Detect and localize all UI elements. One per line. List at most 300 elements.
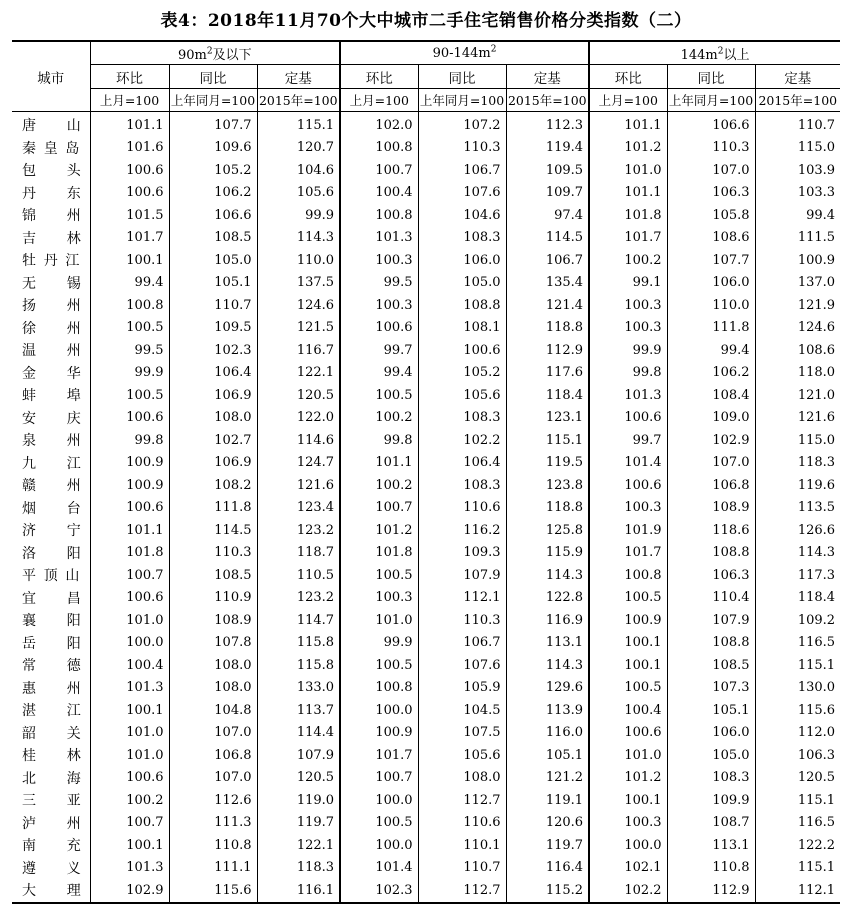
subheader-mom: 环比 <box>589 65 667 89</box>
index-value-cell: 115.8 <box>257 654 340 677</box>
table-row <box>12 857 840 880</box>
index-value-cell: 114.5 <box>506 227 589 250</box>
index-value-cell: 102.9 <box>90 879 169 903</box>
index-value-cell: 106.4 <box>169 362 257 385</box>
table-row <box>12 722 840 745</box>
index-value-cell: 107.9 <box>418 564 506 587</box>
city-name-cell <box>12 497 112 520</box>
index-value-cell: 100.6 <box>90 159 169 182</box>
index-value-cell: 110.1 <box>418 834 506 857</box>
index-value-cell: 119.5 <box>506 452 589 475</box>
index-value-cell: 105.1 <box>667 699 755 722</box>
index-value-cell: 106.2 <box>169 182 257 205</box>
index-value-cell: 110.4 <box>667 587 755 610</box>
city-name-cell <box>12 632 112 655</box>
index-value-cell: 115.0 <box>797 432 836 448</box>
index-value-cell: 106.3 <box>667 564 755 587</box>
index-value-cell: 101.1 <box>589 182 667 205</box>
table-row <box>12 744 840 767</box>
index-value-cell: 110.7 <box>418 857 506 880</box>
index-value-cell: 107.9 <box>257 744 340 767</box>
index-value-cell: 112.7 <box>418 879 506 903</box>
group-header-small: $90m^2$及以下 <box>90 41 340 65</box>
index-value-cell: 100.3 <box>589 497 667 520</box>
city-name: 九江 <box>22 455 112 472</box>
base-label-yoy: 上年同月=100 <box>667 89 755 112</box>
index-value-cell: 100.9 <box>589 609 667 632</box>
index-value-cell: 113.9 <box>506 699 589 722</box>
index-value-cell: 111.8 <box>667 317 755 340</box>
index-value-cell: 115.0 <box>797 140 836 156</box>
city-name-cell <box>12 834 112 857</box>
subheader-mom: 环比 <box>90 65 169 89</box>
subheader-base: 定基 <box>506 65 589 89</box>
subheader-mom: 环比 <box>340 65 418 89</box>
index-value-cell: 118.7 <box>257 542 340 565</box>
index-value-cell: 100.6 <box>90 497 169 520</box>
index-value-cell: 108.9 <box>169 609 257 632</box>
index-value-cell: 111.8 <box>169 497 257 520</box>
index-value-cell: 104.6 <box>257 159 340 182</box>
city-name-cell <box>12 112 112 137</box>
index-value-cell: 108.8 <box>667 542 755 565</box>
index-value-cell: 100.5 <box>90 384 169 407</box>
index-value-cell: 117.3 <box>797 567 836 583</box>
index-value-cell: 109.5 <box>506 159 589 182</box>
index-value-cell: 118.8 <box>506 317 589 340</box>
index-value-cell: 109.5 <box>169 317 257 340</box>
index-value-cell: 105.6 <box>418 744 506 767</box>
index-value-cell: 106.3 <box>667 182 755 205</box>
city-name: 大理 <box>22 883 112 900</box>
table-row <box>12 407 840 430</box>
city-name: 宜昌 <box>22 590 112 607</box>
index-value-cell: 123.8 <box>506 474 589 497</box>
table-row <box>12 812 840 835</box>
index-value-cell: 114.3 <box>797 545 836 561</box>
city-name-cell <box>12 249 90 272</box>
index-value-cell: 115.1 <box>797 657 836 673</box>
city-name: 扬州 <box>22 298 112 315</box>
index-value-cell: 101.0 <box>90 722 169 745</box>
index-value-cell: 114.6 <box>257 429 340 452</box>
index-value-cell: 121.4 <box>506 294 589 317</box>
city-name: 蚌埠 <box>22 388 112 405</box>
index-value-cell: 124.6 <box>797 320 836 336</box>
city-name: 唐山 <box>22 118 112 135</box>
index-value-cell: 100.7 <box>90 564 169 587</box>
index-value-cell: 121.5 <box>257 317 340 340</box>
index-value-cell: 108.9 <box>667 497 755 520</box>
index-value-cell: 119.4 <box>506 137 589 160</box>
index-value-cell: 100.9 <box>90 474 169 497</box>
table-row <box>12 204 840 227</box>
index-value-cell: 100.1 <box>589 789 667 812</box>
base-label-fixed: 2015年=100 <box>755 89 840 112</box>
index-value-cell: 108.0 <box>418 767 506 790</box>
index-value-cell: 101.8 <box>90 542 169 565</box>
index-value-cell: 121.2 <box>506 767 589 790</box>
index-value-cell: 108.7 <box>667 812 755 835</box>
index-value-cell: 104.8 <box>169 699 257 722</box>
index-value-cell: 101.7 <box>589 227 667 250</box>
table-row <box>12 497 840 520</box>
table-row <box>12 384 840 407</box>
index-value-cell: 104.6 <box>418 204 506 227</box>
city-name-cell <box>12 159 112 182</box>
index-value-cell: 108.8 <box>418 294 506 317</box>
index-value-cell: 99.9 <box>257 204 340 227</box>
index-value-cell: 100.1 <box>90 249 169 272</box>
index-value-cell: 120.5 <box>257 384 340 407</box>
subheader-yoy: 同比 <box>667 65 755 89</box>
index-value-cell: 110.0 <box>667 294 755 317</box>
index-value-cell: 108.1 <box>418 317 506 340</box>
index-value-cell: 99.9 <box>90 362 169 385</box>
index-value-cell: 101.3 <box>589 384 667 407</box>
city-name: 惠州 <box>22 680 112 697</box>
index-value-cell: 115.1 <box>797 860 836 876</box>
city-name-cell <box>12 362 112 385</box>
index-value-cell: 106.0 <box>667 272 755 295</box>
index-value-cell: 99.4 <box>667 339 755 362</box>
index-value-cell: 102.0 <box>340 112 418 137</box>
index-value-cell: 111.1 <box>169 857 257 880</box>
index-value-cell: 101.9 <box>589 519 667 542</box>
index-value-cell: 100.8 <box>90 294 169 317</box>
index-value-cell: 114.7 <box>257 609 340 632</box>
table-row <box>12 112 840 137</box>
index-value-cell: 120.5 <box>797 770 836 786</box>
subheader-base: 定基 <box>755 65 840 89</box>
city-name-cell <box>12 654 112 677</box>
header-row-types <box>12 65 840 89</box>
city-name: 北海 <box>22 770 112 787</box>
index-value-cell: 118.4 <box>506 384 589 407</box>
index-value-cell: 108.5 <box>169 227 257 250</box>
index-value-cell: 118.4 <box>797 590 836 606</box>
city-name: 吉林 <box>22 230 112 247</box>
index-value-cell: 112.9 <box>667 879 755 903</box>
index-value-cell: 123.4 <box>257 497 340 520</box>
index-value-cell: 99.8 <box>340 429 418 452</box>
index-value-cell: 114.3 <box>257 227 340 250</box>
base-label-yoy: 上年同月=100 <box>169 89 257 112</box>
index-value-cell: 108.3 <box>667 767 755 790</box>
index-value-cell: 112.7 <box>418 789 506 812</box>
city-name-cell <box>12 339 112 362</box>
index-value-cell: 110.0 <box>257 249 340 272</box>
index-value-cell: 106.0 <box>418 249 506 272</box>
index-value-cell: 107.3 <box>667 677 755 700</box>
table-row <box>12 272 840 295</box>
index-value-cell: 99.7 <box>589 429 667 452</box>
index-value-cell: 122.2 <box>797 837 836 853</box>
city-name-cell <box>12 429 112 452</box>
index-value-cell: 100.5 <box>340 812 418 835</box>
index-value-cell: 106.7 <box>418 159 506 182</box>
index-value-cell: 101.7 <box>340 744 418 767</box>
city-name-cell <box>12 789 112 812</box>
index-value-cell: 110.8 <box>169 834 257 857</box>
index-value-cell: 112.0 <box>797 725 836 741</box>
index-value-cell: 101.2 <box>589 767 667 790</box>
index-value-cell: 116.5 <box>797 635 836 651</box>
index-value-cell: 118.8 <box>506 497 589 520</box>
index-value-cell: 101.2 <box>340 519 418 542</box>
index-value-cell: 100.7 <box>90 812 169 835</box>
index-value-cell: 101.6 <box>90 137 169 160</box>
index-value-cell: 100.0 <box>340 699 418 722</box>
index-value-cell: 116.0 <box>506 722 589 745</box>
index-value-cell: 119.1 <box>506 789 589 812</box>
table-row <box>12 834 840 857</box>
city-name: 洛阳 <box>22 545 112 562</box>
city-name-cell <box>12 609 112 632</box>
index-value-cell: 100.6 <box>90 182 169 205</box>
index-value-cell: 120.7 <box>257 137 340 160</box>
city-name-cell <box>12 452 112 475</box>
city-name-cell <box>12 474 112 497</box>
index-value-cell: 106.6 <box>667 112 755 137</box>
index-value-cell: 135.4 <box>506 272 589 295</box>
index-value-cell: 108.5 <box>169 564 257 587</box>
index-value-cell: 122.0 <box>257 407 340 430</box>
index-value-cell: 113.7 <box>257 699 340 722</box>
index-value-cell: 108.2 <box>169 474 257 497</box>
index-value-cell: 100.9 <box>90 452 169 475</box>
index-value-cell: 109.7 <box>506 182 589 205</box>
index-value-cell: 101.3 <box>90 857 169 880</box>
index-value-cell: 105.0 <box>667 744 755 767</box>
index-value-cell: 100.2 <box>90 789 169 812</box>
index-value-cell: 107.2 <box>418 112 506 137</box>
index-value-cell: 137.0 <box>797 275 836 291</box>
index-value-cell: 118.3 <box>797 455 836 471</box>
index-value-cell: 109.9 <box>667 789 755 812</box>
table-row <box>12 452 840 475</box>
index-value-cell: 106.0 <box>667 722 755 745</box>
index-value-cell: 100.1 <box>90 834 169 857</box>
index-value-cell: 119.6 <box>797 477 836 493</box>
city-name-cell <box>12 519 112 542</box>
index-value-cell: 101.0 <box>589 159 667 182</box>
city-name-cell <box>12 699 112 722</box>
index-value-cell: 100.5 <box>90 317 169 340</box>
index-value-cell: 110.6 <box>418 812 506 835</box>
index-value-cell: 101.7 <box>90 227 169 250</box>
table-row <box>12 677 840 700</box>
index-value-cell: 103.3 <box>797 185 836 201</box>
index-value-cell: 99.4 <box>340 362 418 385</box>
index-value-cell: 117.6 <box>506 362 589 385</box>
index-value-cell: 121.9 <box>797 297 836 313</box>
index-value-cell: 107.0 <box>169 722 257 745</box>
table-row <box>12 609 840 632</box>
header-row-bases <box>12 89 840 112</box>
index-value-cell: 99.8 <box>589 362 667 385</box>
city-name: 牡丹江 <box>22 253 88 270</box>
table-row <box>12 767 840 790</box>
index-value-cell: 105.6 <box>257 182 340 205</box>
table-row <box>12 429 840 452</box>
index-value-cell: 108.6 <box>667 227 755 250</box>
index-value-cell: 108.0 <box>169 654 257 677</box>
city-name: 赣州 <box>22 478 112 495</box>
index-value-cell: 100.4 <box>90 654 169 677</box>
index-value-cell: 110.9 <box>169 587 257 610</box>
index-value-cell: 115.2 <box>506 879 589 903</box>
city-column-header: 城市 <box>12 41 90 112</box>
index-value-cell: 121.6 <box>257 474 340 497</box>
index-value-cell: 100.8 <box>340 137 418 160</box>
index-value-cell: 129.6 <box>506 677 589 700</box>
index-value-cell: 101.7 <box>589 542 667 565</box>
index-value-cell: 106.4 <box>418 452 506 475</box>
index-value-cell: 100.0 <box>90 632 169 655</box>
table-row <box>12 159 840 182</box>
index-value-cell: 101.0 <box>90 744 169 767</box>
index-value-cell: 100.1 <box>589 654 667 677</box>
index-value-cell: 102.7 <box>169 429 257 452</box>
index-value-cell: 100.3 <box>340 294 418 317</box>
base-label-yoy: 上年同月=100 <box>418 89 506 112</box>
index-value-cell: 110.5 <box>257 564 340 587</box>
table-row <box>12 339 840 362</box>
index-value-cell: 100.3 <box>589 317 667 340</box>
index-value-cell: 109.3 <box>418 542 506 565</box>
index-value-cell: 101.0 <box>340 609 418 632</box>
index-value-cell: 118.6 <box>667 519 755 542</box>
city-name: 泸州 <box>22 815 112 832</box>
city-name: 平顶山 <box>22 568 88 585</box>
index-value-cell: 114.3 <box>506 654 589 677</box>
city-name-cell <box>12 384 112 407</box>
subheader-base: 定基 <box>257 65 340 89</box>
index-value-cell: 100.2 <box>340 474 418 497</box>
index-value-cell: 99.5 <box>90 339 169 362</box>
index-value-cell: 100.9 <box>797 252 836 268</box>
city-name: 韶关 <box>22 725 112 742</box>
index-value-cell: 112.6 <box>169 789 257 812</box>
table-row <box>12 542 840 565</box>
table-row <box>12 654 840 677</box>
index-value-cell: 107.7 <box>169 112 257 137</box>
index-value-cell: 100.6 <box>418 339 506 362</box>
index-value-cell: 100.6 <box>340 317 418 340</box>
base-label-mom: 上月=100 <box>340 89 418 112</box>
index-value-cell: 126.6 <box>797 522 836 538</box>
index-value-cell: 102.2 <box>418 429 506 452</box>
index-value-cell: 107.6 <box>418 654 506 677</box>
city-name-cell <box>12 857 112 880</box>
city-name-cell <box>12 407 112 430</box>
city-name-cell <box>12 587 112 610</box>
city-name-cell <box>12 677 112 700</box>
subheader-yoy: 同比 <box>418 65 506 89</box>
index-value-cell: 101.0 <box>90 609 169 632</box>
city-name: 秦皇岛 <box>22 140 88 157</box>
index-value-cell: 99.4 <box>806 207 836 223</box>
city-name-cell <box>12 542 112 565</box>
index-value-cell: 99.1 <box>589 272 667 295</box>
header-row-groups <box>12 41 840 65</box>
index-value-cell: 105.0 <box>418 272 506 295</box>
index-value-cell: 116.4 <box>506 857 589 880</box>
table-row <box>12 789 840 812</box>
index-value-cell: 100.5 <box>589 587 667 610</box>
index-value-cell: 122.1 <box>257 834 340 857</box>
index-value-cell: 100.5 <box>340 384 418 407</box>
index-value-cell: 107.6 <box>418 182 506 205</box>
index-value-cell: 124.6 <box>257 294 340 317</box>
index-value-cell: 121.0 <box>797 387 836 403</box>
index-value-cell: 107.0 <box>667 159 755 182</box>
index-value-cell: 101.2 <box>589 137 667 160</box>
index-value-cell: 109.0 <box>667 407 755 430</box>
index-value-cell: 106.8 <box>169 744 257 767</box>
index-value-cell: 115.1 <box>797 792 836 808</box>
index-value-cell: 100.2 <box>340 407 418 430</box>
city-name: 岳阳 <box>22 635 112 652</box>
index-value-cell: 124.7 <box>257 452 340 475</box>
index-value-cell: 102.1 <box>589 857 667 880</box>
index-value-cell: 114.4 <box>257 722 340 745</box>
index-value-cell: 100.5 <box>589 677 667 700</box>
index-value-cell: 110.7 <box>169 294 257 317</box>
index-value-cell: 113.1 <box>667 834 755 857</box>
index-value-cell: 100.2 <box>589 249 667 272</box>
index-value-cell: 99.5 <box>340 272 418 295</box>
table-row <box>12 699 840 722</box>
index-value-cell: 106.8 <box>667 474 755 497</box>
index-value-cell: 108.0 <box>169 677 257 700</box>
index-value-cell: 100.0 <box>589 834 667 857</box>
index-value-cell: 118.3 <box>257 857 340 880</box>
base-label-fixed: 2015年=100 <box>506 89 589 112</box>
index-value-cell: 105.0 <box>169 249 257 272</box>
index-value-cell: 106.9 <box>169 452 257 475</box>
index-value-cell: 106.9 <box>169 384 257 407</box>
index-value-cell: 100.4 <box>589 699 667 722</box>
index-value-cell: 116.2 <box>418 519 506 542</box>
city-name: 徐州 <box>22 320 112 337</box>
index-value-cell: 121.6 <box>797 410 836 426</box>
index-value-cell: 108.3 <box>418 474 506 497</box>
page-title: 表4：2018年11月70个大中城市二手住宅销售价格分类指数（二） <box>160 11 692 31</box>
city-name-cell <box>12 879 112 903</box>
index-value-cell: 113.1 <box>506 632 589 655</box>
index-value-cell: 100.6 <box>90 407 169 430</box>
index-value-cell: 111.3 <box>169 812 257 835</box>
index-value-cell: 100.1 <box>90 699 169 722</box>
index-value-cell: 114.3 <box>506 564 589 587</box>
index-value-cell: 99.9 <box>340 632 418 655</box>
index-value-cell: 107.0 <box>169 767 257 790</box>
index-value-cell: 101.1 <box>90 112 169 137</box>
index-value-cell: 109.2 <box>797 612 836 628</box>
index-value-cell: 100.5 <box>340 654 418 677</box>
index-value-cell: 100.9 <box>340 722 418 745</box>
index-value-cell: 101.0 <box>589 744 667 767</box>
index-value-cell: 123.1 <box>506 407 589 430</box>
index-value-cell: 101.8 <box>589 204 667 227</box>
base-label-mom: 上月=100 <box>90 89 169 112</box>
index-value-cell: 102.2 <box>589 879 667 903</box>
index-value-cell: 108.6 <box>797 342 836 358</box>
index-value-cell: 108.3 <box>418 407 506 430</box>
index-value-cell: 105.8 <box>667 204 755 227</box>
